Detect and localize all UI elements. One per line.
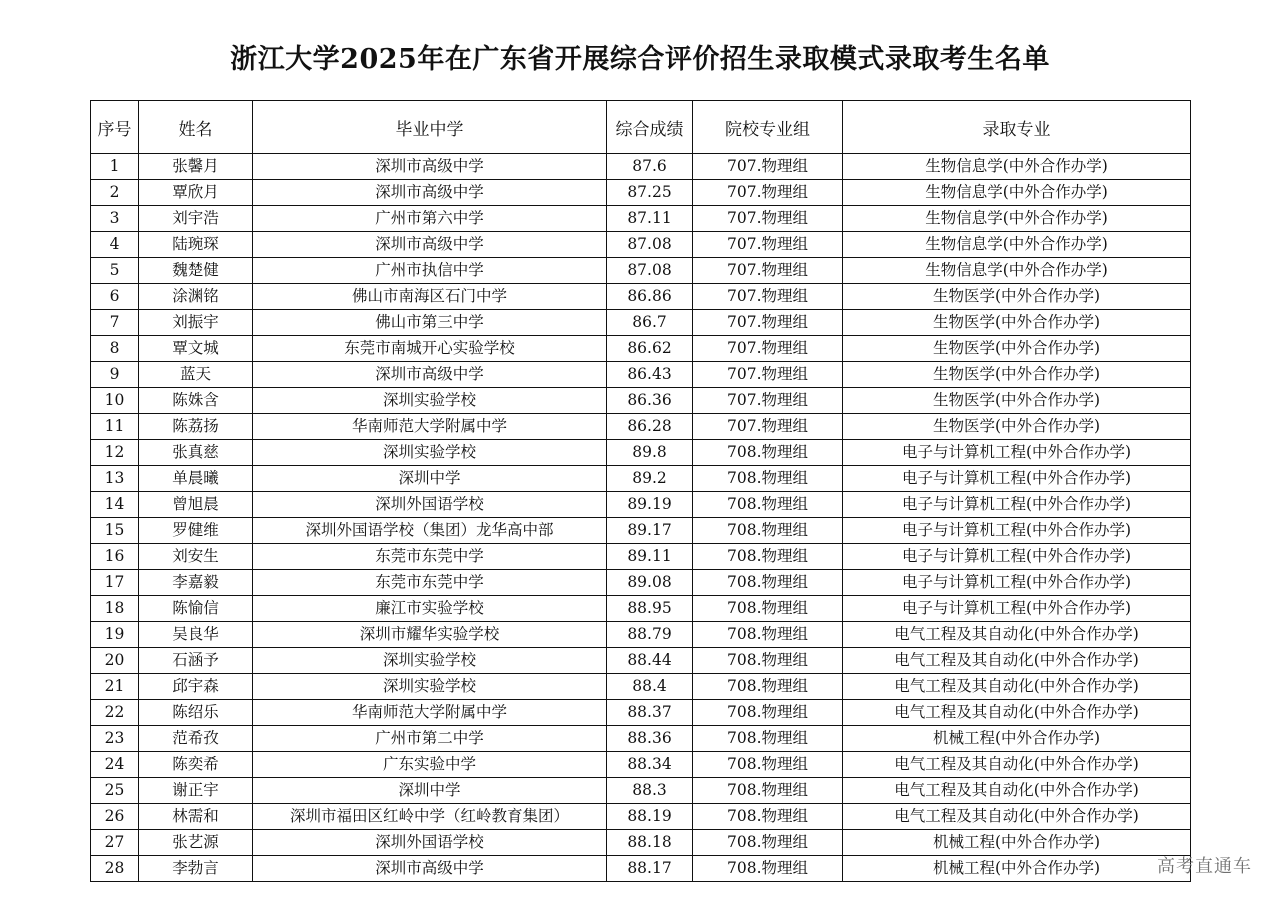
cell-seq: 27 [91, 830, 139, 856]
cell-seq: 11 [91, 414, 139, 440]
header-score: 综合成绩 [607, 101, 693, 154]
cell-major: 电气工程及其自动化(中外合作办学) [843, 778, 1191, 804]
table-row [91, 258, 1191, 284]
cell-group: 707.物理组 [693, 336, 843, 362]
cell-name: 曾旭晨 [139, 492, 253, 518]
cell-school: 深圳中学 [253, 466, 607, 492]
table-row [91, 154, 1191, 180]
cell-group: 708.物理组 [693, 700, 843, 726]
cell-school: 深圳实验学校 [253, 440, 607, 466]
cell-name: 张馨月 [139, 154, 253, 180]
cell-seq: 6 [91, 284, 139, 310]
table-header [91, 101, 1191, 154]
cell-name: 张真慈 [139, 440, 253, 466]
cell-school: 深圳外国语学校 [253, 492, 607, 518]
cell-name: 陈绍乐 [139, 700, 253, 726]
cell-name: 刘安生 [139, 544, 253, 570]
table-row [91, 804, 1191, 830]
cell-school: 深圳外国语学校 [253, 830, 607, 856]
table-row [91, 752, 1191, 778]
header-major: 录取专业 [843, 101, 1191, 154]
cell-name: 涂渊铭 [139, 284, 253, 310]
cell-school: 广州市执信中学 [253, 258, 607, 284]
cell-name: 陈荔扬 [139, 414, 253, 440]
table-row [91, 518, 1191, 544]
cell-group: 708.物理组 [693, 856, 843, 882]
cell-seq: 22 [91, 700, 139, 726]
cell-major: 电气工程及其自动化(中外合作办学) [843, 804, 1191, 830]
table-row [91, 648, 1191, 674]
table-row [91, 284, 1191, 310]
cell-score: 89.08 [607, 570, 693, 596]
cell-school: 深圳市福田区红岭中学（红岭教育集团） [253, 804, 607, 830]
cell-seq: 25 [91, 778, 139, 804]
cell-name: 刘振宇 [139, 310, 253, 336]
cell-group: 707.物理组 [693, 414, 843, 440]
cell-seq: 28 [91, 856, 139, 882]
cell-seq: 24 [91, 752, 139, 778]
cell-school: 深圳市高级中学 [253, 154, 607, 180]
cell-group: 708.物理组 [693, 648, 843, 674]
cell-score: 89.17 [607, 518, 693, 544]
cell-group: 708.物理组 [693, 752, 843, 778]
cell-seq: 4 [91, 232, 139, 258]
cell-group: 708.物理组 [693, 518, 843, 544]
table-row [91, 206, 1191, 232]
header-group: 院校专业组 [693, 101, 843, 154]
cell-school: 东莞市南城开心实验学校 [253, 336, 607, 362]
cell-major: 电子与计算机工程(中外合作办学) [843, 544, 1191, 570]
cell-major: 机械工程(中外合作办学) [843, 726, 1191, 752]
cell-score: 86.7 [607, 310, 693, 336]
cell-group: 707.物理组 [693, 180, 843, 206]
cell-seq: 19 [91, 622, 139, 648]
cell-name: 蓝天 [139, 362, 253, 388]
cell-major: 生物医学(中外合作办学) [843, 284, 1191, 310]
table-row [91, 778, 1191, 804]
cell-school: 廉江市实验学校 [253, 596, 607, 622]
cell-major: 电子与计算机工程(中外合作办学) [843, 570, 1191, 596]
table-row [91, 466, 1191, 492]
cell-major: 生物医学(中外合作办学) [843, 336, 1191, 362]
cell-school: 深圳市高级中学 [253, 232, 607, 258]
cell-school: 东莞市东莞中学 [253, 544, 607, 570]
cell-school: 深圳中学 [253, 778, 607, 804]
cell-major: 电气工程及其自动化(中外合作办学) [843, 622, 1191, 648]
cell-major: 电子与计算机工程(中外合作办学) [843, 466, 1191, 492]
cell-major: 机械工程(中外合作办学) [843, 830, 1191, 856]
cell-major: 生物医学(中外合作办学) [843, 310, 1191, 336]
header-school: 毕业中学 [253, 101, 607, 154]
table-row [91, 492, 1191, 518]
table-row [91, 388, 1191, 414]
cell-major: 生物信息学(中外合作办学) [843, 154, 1191, 180]
cell-name: 张艺源 [139, 830, 253, 856]
cell-major: 电气工程及其自动化(中外合作办学) [843, 648, 1191, 674]
table-row [91, 622, 1191, 648]
cell-school: 深圳市高级中学 [253, 856, 607, 882]
cell-school: 华南师范大学附属中学 [253, 700, 607, 726]
cell-school: 华南师范大学附属中学 [253, 414, 607, 440]
cell-group: 708.物理组 [693, 492, 843, 518]
cell-seq: 17 [91, 570, 139, 596]
cell-major: 生物信息学(中外合作办学) [843, 180, 1191, 206]
cell-group: 708.物理组 [693, 622, 843, 648]
cell-name: 刘宇浩 [139, 206, 253, 232]
cell-score: 89.11 [607, 544, 693, 570]
cell-group: 708.物理组 [693, 544, 843, 570]
cell-name: 陈愉信 [139, 596, 253, 622]
table-row [91, 544, 1191, 570]
cell-group: 708.物理组 [693, 674, 843, 700]
cell-group: 707.物理组 [693, 284, 843, 310]
cell-seq: 18 [91, 596, 139, 622]
cell-group: 707.物理组 [693, 232, 843, 258]
cell-major: 电子与计算机工程(中外合作办学) [843, 518, 1191, 544]
table-body [91, 154, 1191, 882]
cell-major: 电子与计算机工程(中外合作办学) [843, 440, 1191, 466]
cell-major: 电气工程及其自动化(中外合作办学) [843, 700, 1191, 726]
cell-score: 88.36 [607, 726, 693, 752]
watermark-text: 高考直通车 [1157, 856, 1252, 877]
cell-seq: 2 [91, 180, 139, 206]
cell-seq: 3 [91, 206, 139, 232]
cell-seq: 8 [91, 336, 139, 362]
cell-seq: 1 [91, 154, 139, 180]
cell-name: 覃欣月 [139, 180, 253, 206]
cell-group: 707.物理组 [693, 388, 843, 414]
cell-score: 86.62 [607, 336, 693, 362]
cell-score: 88.3 [607, 778, 693, 804]
cell-score: 87.08 [607, 258, 693, 284]
table-row [91, 830, 1191, 856]
admission-table [90, 100, 1191, 882]
cell-group: 707.物理组 [693, 206, 843, 232]
cell-score: 89.19 [607, 492, 693, 518]
cell-score: 86.36 [607, 388, 693, 414]
cell-seq: 13 [91, 466, 139, 492]
cell-score: 88.44 [607, 648, 693, 674]
cell-score: 88.37 [607, 700, 693, 726]
cell-school: 广东实验中学 [253, 752, 607, 778]
cell-name: 石涵予 [139, 648, 253, 674]
table-row [91, 856, 1191, 882]
cell-name: 陈奕希 [139, 752, 253, 778]
cell-major: 生物信息学(中外合作办学) [843, 258, 1191, 284]
cell-group: 707.物理组 [693, 362, 843, 388]
table-row [91, 180, 1191, 206]
cell-seq: 14 [91, 492, 139, 518]
cell-major: 电气工程及其自动化(中外合作办学) [843, 674, 1191, 700]
cell-school: 东莞市东莞中学 [253, 570, 607, 596]
table-row [91, 674, 1191, 700]
table-row [91, 414, 1191, 440]
cell-score: 87.11 [607, 206, 693, 232]
cell-score: 89.2 [607, 466, 693, 492]
cell-score: 88.4 [607, 674, 693, 700]
cell-major: 电子与计算机工程(中外合作办学) [843, 596, 1191, 622]
cell-group: 707.物理组 [693, 310, 843, 336]
cell-group: 708.物理组 [693, 596, 843, 622]
cell-name: 单晨曦 [139, 466, 253, 492]
cell-seq: 23 [91, 726, 139, 752]
cell-score: 88.34 [607, 752, 693, 778]
cell-score: 87.08 [607, 232, 693, 258]
cell-score: 86.28 [607, 414, 693, 440]
header-row [91, 101, 1191, 154]
cell-school: 深圳实验学校 [253, 648, 607, 674]
cell-seq: 7 [91, 310, 139, 336]
cell-seq: 5 [91, 258, 139, 284]
document-title: 浙江大学2025年在广东省开展综合评价招生录取模式录取考生名单 [230, 44, 1050, 75]
cell-major: 生物医学(中外合作办学) [843, 414, 1191, 440]
cell-major: 电子与计算机工程(中外合作办学) [843, 492, 1191, 518]
cell-name: 谢正宇 [139, 778, 253, 804]
table-row [91, 336, 1191, 362]
cell-school: 深圳市耀华实验学校 [253, 622, 607, 648]
cell-group: 708.物理组 [693, 726, 843, 752]
cell-score: 88.19 [607, 804, 693, 830]
table-row [91, 570, 1191, 596]
cell-name: 覃文城 [139, 336, 253, 362]
cell-major: 电气工程及其自动化(中外合作办学) [843, 752, 1191, 778]
cell-seq: 10 [91, 388, 139, 414]
header-seq: 序号 [91, 101, 139, 154]
cell-score: 86.86 [607, 284, 693, 310]
cell-school: 深圳市高级中学 [253, 180, 607, 206]
cell-score: 88.18 [607, 830, 693, 856]
cell-group: 708.物理组 [693, 440, 843, 466]
cell-school: 广州市第二中学 [253, 726, 607, 752]
table-row [91, 310, 1191, 336]
table-row [91, 700, 1191, 726]
cell-name: 陆琬琛 [139, 232, 253, 258]
cell-score: 88.95 [607, 596, 693, 622]
table-row [91, 362, 1191, 388]
cell-name: 魏楚健 [139, 258, 253, 284]
cell-school: 广州市第六中学 [253, 206, 607, 232]
cell-school: 深圳实验学校 [253, 674, 607, 700]
cell-major: 生物信息学(中外合作办学) [843, 232, 1191, 258]
cell-score: 89.8 [607, 440, 693, 466]
cell-seq: 9 [91, 362, 139, 388]
cell-name: 李嘉毅 [139, 570, 253, 596]
cell-major: 生物信息学(中外合作办学) [843, 206, 1191, 232]
cell-group: 708.物理组 [693, 830, 843, 856]
cell-school: 深圳外国语学校（集团）龙华高中部 [253, 518, 607, 544]
cell-score: 88.79 [607, 622, 693, 648]
cell-group: 708.物理组 [693, 466, 843, 492]
cell-name: 罗健维 [139, 518, 253, 544]
table-row [91, 232, 1191, 258]
cell-name: 李勃言 [139, 856, 253, 882]
cell-school: 佛山市第三中学 [253, 310, 607, 336]
cell-major: 生物医学(中外合作办学) [843, 362, 1191, 388]
cell-group: 708.物理组 [693, 778, 843, 804]
cell-group: 707.物理组 [693, 154, 843, 180]
cell-name: 吴良华 [139, 622, 253, 648]
table-row [91, 596, 1191, 622]
cell-seq: 21 [91, 674, 139, 700]
cell-name: 邱宇森 [139, 674, 253, 700]
cell-seq: 26 [91, 804, 139, 830]
table-row [91, 440, 1191, 466]
cell-score: 87.6 [607, 154, 693, 180]
cell-score: 86.43 [607, 362, 693, 388]
cell-name: 林需和 [139, 804, 253, 830]
cell-seq: 15 [91, 518, 139, 544]
header-name: 姓名 [139, 101, 253, 154]
cell-name: 范希孜 [139, 726, 253, 752]
cell-major: 机械工程(中外合作办学) [843, 856, 1191, 882]
cell-group: 708.物理组 [693, 570, 843, 596]
cell-school: 深圳实验学校 [253, 388, 607, 414]
cell-school: 深圳市高级中学 [253, 362, 607, 388]
cell-group: 708.物理组 [693, 804, 843, 830]
cell-school: 佛山市南海区石门中学 [253, 284, 607, 310]
cell-score: 87.25 [607, 180, 693, 206]
cell-seq: 12 [91, 440, 139, 466]
cell-score: 88.17 [607, 856, 693, 882]
cell-seq: 20 [91, 648, 139, 674]
table-row [91, 726, 1191, 752]
cell-seq: 16 [91, 544, 139, 570]
cell-name: 陈姝含 [139, 388, 253, 414]
cell-group: 707.物理组 [693, 258, 843, 284]
cell-major: 生物医学(中外合作办学) [843, 388, 1191, 414]
